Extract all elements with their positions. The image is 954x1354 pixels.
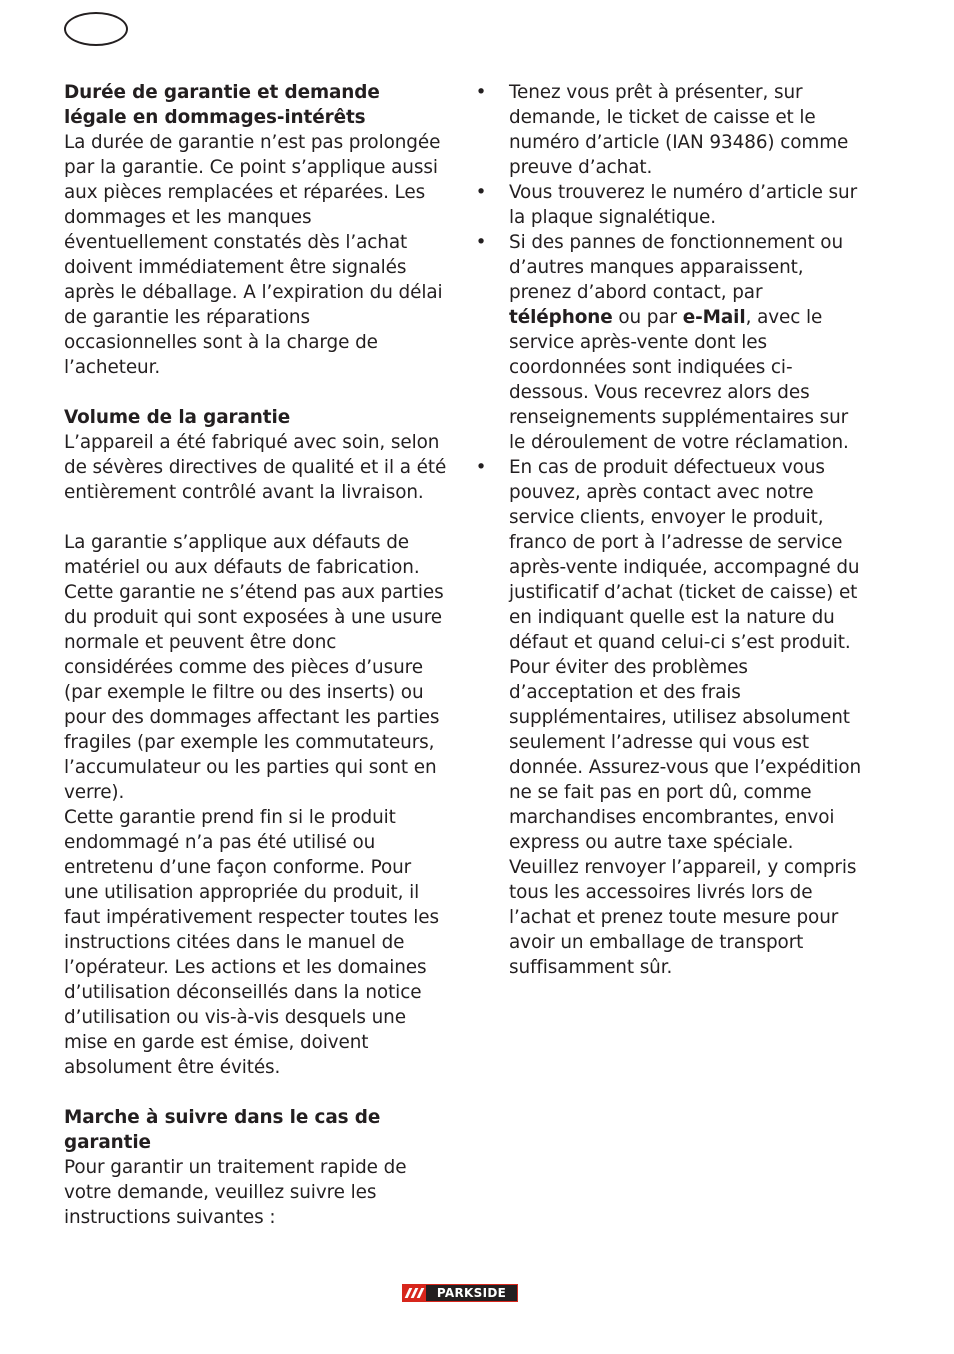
list-item xyxy=(474,180,866,230)
warranty-procedure-text: Pour garantir un traitement rapide de votre demande, veuillez suivre les instructions suivantes : xyxy=(64,1157,407,1228)
heading-warranty-procedure: Marche à suivre dans le cas de garantie xyxy=(64,1107,381,1153)
right-column xyxy=(474,80,866,980)
list-item-text: En cas de produit défectueux vous pouvez, après contact avec notre service clients, envoyer le produit, franco de port à l’adresse de service après-vente indiquée, accompagné du justificatif d’achat (ticket de caisse) et en indiquant quelle est la nature du défaut et quand celui-ci s’est produit. Pour éviter des problèmes d’acceptation et des frais supplémentaires, utilisez absolument seulement l’adresse qui vous est donnée. Assurez-vous que l’expédition ne se fait pas en port dû, comme marchandises encombrantes, envoi express ou autre taxe spéciale. Veuillez renvoyer l’appareil, y compris tous les accessoires livrés lors de l’achat et prenez toute mesure pour avoir un emballage de transport suffisamment sûr. xyxy=(509,457,862,978)
phone-text: téléphone xyxy=(509,307,613,328)
warranty-scope-text-3: Cette garantie prend fin si le produit endommagé n’a pas été utilisé ou entretenu d’une façon conforme. Pour une utilisation appropriée du produit, il faut impérativement respecter toutes les instructions citées dans le manuel de l’opérateur. Les actions et les domaines d’utilisation déconseillés dans la notice d’utilisation ou vis-à-vis desquels une mise en garde est émise, doivent absolument être évités. xyxy=(64,807,439,1078)
warranty-scope-text-2: La garantie s’applique aux défauts de matériel ou aux défauts de fabrication. Cette garantie ne s’étend pas aux parties du produit qui sont exposées à une usure normale et peuvent être donc considérées comme des pièces d’usure (par exemple le filtre ou des inserts) ou pour des dommages affectant les parties fragiles (par exemple les commutateurs, l’accumulateur ou les parties qui sont en verre). xyxy=(64,532,444,803)
list-item-text-pre: Si des pannes de fonctionnement ou d’autres manques apparaissent, prenez d’abord contact, par xyxy=(509,232,844,303)
email-text: e-Mail xyxy=(682,307,746,328)
list-item xyxy=(474,455,866,980)
list-item xyxy=(474,230,866,455)
section-warranty-procedure xyxy=(64,1105,448,1230)
language-badge xyxy=(64,12,128,46)
bullet-icon: • xyxy=(475,182,487,203)
bullet-icon: • xyxy=(475,232,487,253)
warranty-duration-text: La durée de garantie n’est pas prolongée par la garantie. Ce point s’applique aussi aux pièces remplacées et réparées. Les dommages et les manques éventuellement constatés dès l’achat doivent immédiatement être signalés après le déballage. A l’expiration du délai de garantie les réparations occasionnelles sont à la charge de l’acheteur. xyxy=(64,132,443,378)
section-warranty-duration xyxy=(64,80,448,380)
warranty-scope-text-1: L’appareil a été fabriqué avec soin, selon de sévères directives de qualité et il a été entièrement contrôlé avant la livraison. xyxy=(64,432,447,503)
parkside-logo xyxy=(402,1284,518,1302)
bullet-icon: • xyxy=(475,82,487,103)
heading-warranty-duration: Durée de garantie et demande légale en dommages-intérêts xyxy=(64,82,380,128)
instruction-list xyxy=(474,80,866,980)
bullet-icon: • xyxy=(475,457,487,478)
left-column xyxy=(64,80,448,1255)
list-item-text: Tenez vous prêt à présenter, sur demande, le ticket de caisse et le numéro d’article (IAN 93486) comme preuve d’achat. xyxy=(509,82,849,178)
list-item-text-post: , avec le service après-vente dont les coordonnées sont indiquées ci-dessous. Vous recevrez alors des renseignements supplémentaires sur le déroulement de votre réclamation. xyxy=(509,307,849,453)
list-item-text: Vous trouverez le numéro d’article sur la plaque signalétique. xyxy=(509,182,858,228)
list-item xyxy=(474,80,866,180)
logo-stripes-icon xyxy=(402,1284,426,1302)
list-item-text-mid: ou par xyxy=(612,307,683,328)
heading-warranty-scope: Volume de la garantie xyxy=(64,407,291,428)
section-warranty-scope xyxy=(64,405,448,1080)
logo-text: PARKSIDE xyxy=(426,1285,517,1301)
